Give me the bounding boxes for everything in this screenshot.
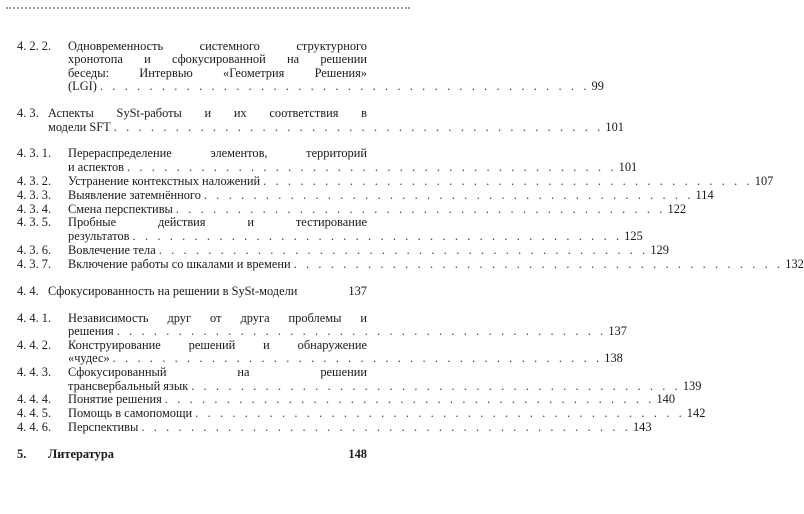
toc-entry-title-line: Литература — [48, 447, 114, 462]
dot-leader — [114, 448, 348, 461]
toc-entry-4-4-1[interactable] — [17, 310, 627, 339]
toc-entry-number: 4. 3. 1. — [17, 146, 52, 161]
toc-entry-page: 122 — [667, 201, 687, 216]
toc-entry-5[interactable] — [17, 448, 367, 461]
toc-entry-title-line: трансвербальный язык — [68, 378, 189, 393]
toc-entry-4-3-7[interactable] — [17, 256, 804, 271]
toc-entry-4-3-6[interactable] — [17, 242, 669, 257]
toc-entry-title-line: Независимость друг от друга проблемы и — [68, 310, 367, 325]
toc-entry-number: 4. 3. — [17, 106, 39, 121]
toc-entry-page: 142 — [686, 406, 706, 421]
dot-leader: . . . . . . . . . . . . . . . . . . . . . . . . . . . . . . . . . . . . . . . . — [293, 256, 784, 271]
toc-entry-page: 101 — [605, 119, 624, 134]
toc-entry-title-line: Вовлечение тела — [68, 242, 156, 257]
toc-entry-page: 148 — [348, 447, 367, 462]
dot-leader: . . . . . . . . . . . . . . . . . . . . . . . . . . . . . . . . . . . . . . . . — [127, 159, 617, 174]
toc-entry-page: 107 — [754, 173, 774, 188]
toc-entry-4-4-5[interactable] — [17, 406, 706, 421]
toc-entry-title-line: Сфокусированность на решении в SySt-модели — [48, 283, 298, 298]
dot-leader: . . . . . . . . . . . . . . . . . . . . . . . . . . . . . . . . . . . . . . . . — [158, 242, 649, 257]
toc-entry-number: 4. 3. 2. — [17, 173, 52, 188]
toc-entry-number: 4. 3. 5. — [17, 215, 52, 230]
toc-entry-title-line: Пробные действия и тестирование — [68, 215, 367, 230]
toc-entry-4-3-5[interactable] — [17, 215, 643, 243]
toc-entry-page: 114 — [695, 187, 714, 202]
dot-leader: . . . . . . . . . . . . . . . . . . . . . . . . . . . . . . . . . . . . . . . . — [141, 420, 631, 435]
dot-leader: . . . . . . . . . . . . . . . . . . . . . . . . . . . . . . . . . . . . . . . . — [164, 392, 655, 407]
toc-entry-4-4[interactable] — [17, 285, 367, 298]
toc-entry-4-4-4[interactable] — [17, 392, 676, 407]
toc-entry-title-line: Перераспределение элементов, территорий — [68, 146, 367, 161]
toc-entry-page: 101 — [618, 159, 638, 174]
toc-entry-4-3-2[interactable] — [17, 173, 774, 188]
toc-entry-number: 4. 4. — [17, 283, 39, 298]
toc-entry-title-line: Устранение контекстных наложений — [68, 173, 261, 188]
toc-entry-title-line: Конструирование решений и обнаружение — [68, 337, 367, 352]
toc-entry-title-line: Сфокусированный на решении — [68, 365, 367, 380]
dot-leader: . . . . . . . . . . . . . . . . . . . . . . . . . . . . . . . . . . . . . . . . — [99, 79, 590, 94]
dot-leader: . . . . . . . . . . . . . . . . . . . . . . . . . . . . . . . . . . . . . . . . — [112, 351, 603, 366]
toc-entry-number: 4. 4. 6. — [17, 420, 52, 435]
dot-leader: . . . . . . . . . . . . . . . . . . . . . . . . . . . . . . . . . . . . . . . . — [195, 406, 685, 421]
toc-entry-number: 4. 4. 3. — [17, 365, 52, 380]
toc-entry-page: 132 — [785, 256, 804, 271]
dot-leader: . . . . . . . . . . . . . . . . . . . . . . . . . . . . . . . . . . . . . . . . — [203, 187, 694, 202]
dot-leader — [297, 285, 348, 298]
toc-entry-4-3[interactable] — [17, 106, 624, 134]
top-dotted-rule — [6, 7, 410, 9]
toc-entry-title-line: (LGI) — [68, 79, 97, 94]
toc-entry-title-line: Смена перспективы — [68, 201, 173, 216]
toc-entry-page: 140 — [656, 392, 676, 407]
toc-entry-page: 138 — [604, 351, 623, 366]
toc-entry-number: 4. 3. 3. — [17, 187, 52, 202]
toc-entry-title-line: решения — [68, 323, 114, 338]
toc-entry-number: 4. 4. 4. — [17, 392, 52, 407]
toc-entry-4-4-3[interactable] — [17, 365, 702, 393]
toc-entry-page: 129 — [650, 242, 669, 257]
toc-entry-page: 143 — [632, 420, 652, 435]
toc-entry-title-line: Выявление затемнённого — [68, 187, 201, 202]
toc-entry-title-line: хронотопа и сфокусированной на решении — [68, 52, 367, 67]
toc-entry-page: 137 — [608, 323, 627, 338]
toc-entry-4-3-3[interactable] — [17, 187, 714, 202]
toc-entry-number: 4. 2. 2. — [17, 39, 52, 53]
toc-entry-number: 4. 4. 1. — [17, 310, 52, 325]
toc-entry-title-line: модели SFT — [48, 119, 111, 134]
dot-leader: . . . . . . . . . . . . . . . . . . . . . . . . . . . . . . . . . . . . . . . . — [263, 173, 753, 188]
toc-entry-page: 137 — [348, 283, 367, 298]
toc-entry-number: 4. 3. 6. — [17, 242, 52, 257]
toc-entry-number: 4. 3. 4. — [17, 201, 52, 216]
toc-entry-title-line: «чудес» — [68, 351, 110, 366]
toc-entry-page: 99 — [591, 79, 604, 94]
toc-entry-title-line: Одновременность системного структурного — [68, 39, 367, 53]
dot-leader: . . . . . . . . . . . . . . . . . . . . . . . . . . . . . . . . . . . . . . . . — [175, 201, 666, 216]
dot-leader: . . . . . . . . . . . . . . . . . . . . . . . . . . . . . . . . . . . . . . . . — [132, 228, 623, 243]
dot-leader: . . . . . . . . . . . . . . . . . . . . . . . . . . . . . . . . . . . . . . . . — [191, 378, 681, 393]
toc-entry-title-line: Помощь в самопомощи — [68, 406, 193, 421]
dot-leader: . . . . . . . . . . . . . . . . . . . . . . . . . . . . . . . . . . . . . . . . — [113, 119, 604, 134]
toc-entry-title-line: и аспектов — [68, 159, 125, 174]
toc-entry-title-line: беседы: Интервью «Геометрия Решения» — [68, 65, 367, 80]
toc-entry-4-2-2[interactable] — [17, 39, 604, 94]
toc-entry-4-4-6[interactable] — [17, 420, 652, 435]
toc-entry-number: 4. 4. 5. — [17, 406, 52, 421]
toc-entry-page: 139 — [682, 378, 702, 393]
toc-entry-title-line: Включение работы со шкалами и времени — [68, 256, 291, 271]
toc-entry-title-line: Аспекты SySt-работы и их соответствия в — [48, 106, 367, 121]
toc-entry-title-line: Понятие решения — [68, 392, 162, 407]
toc-entry-4-4-2[interactable] — [17, 337, 623, 366]
toc-entry-4-3-4[interactable] — [17, 201, 687, 216]
toc-entry-page: 125 — [624, 228, 643, 243]
toc-entry-number: 5. — [17, 447, 27, 462]
toc-entry-title-line: Перспективы — [68, 420, 139, 435]
toc-entry-number: 4. 3. 7. — [17, 256, 52, 271]
toc-entry-title-line: результатов — [68, 228, 130, 243]
toc-entry-4-3-1[interactable] — [17, 146, 638, 174]
table-of-contents — [17, 39, 804, 462]
dot-leader: . . . . . . . . . . . . . . . . . . . . . . . . . . . . . . . . . . . . . . . . — [116, 323, 607, 338]
toc-entry-number: 4. 4. 2. — [17, 337, 52, 352]
